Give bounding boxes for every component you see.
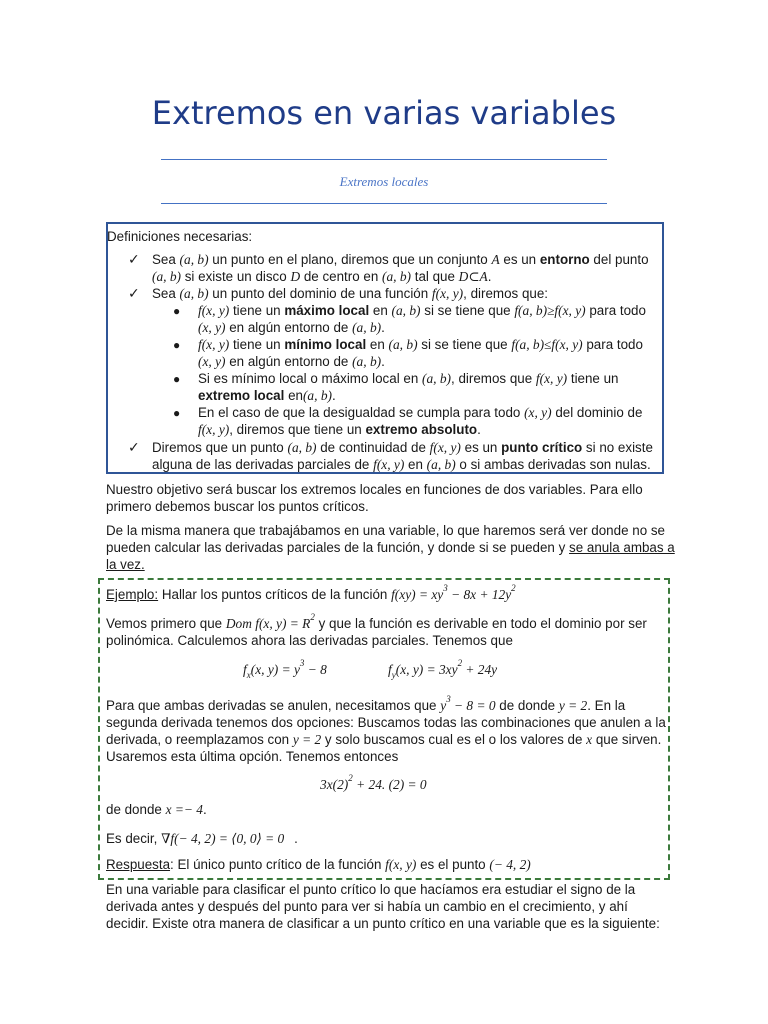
bullet-icon: ● bbox=[173, 406, 181, 420]
example-para-2-line-1: Para que ambas derivadas se anulen, necesitamos que $y^3 - 8 = 0$ de donde y = 2. En la bbox=[106, 694, 626, 713]
para-1-line-1: Nuestro objetivo será buscar los extremos locales en funciones de dos variables. Para ello bbox=[106, 482, 643, 497]
gradient-statement: Es decir, ∇f(− 4, 2) = ⟨0, 0⟩ = 0⃗. bbox=[106, 831, 298, 846]
example-statement: Ejemplo: Hallar los puntos críticos de la función $f(xy) = xy^3 - 8x + 12y^2$ bbox=[106, 583, 516, 602]
def-item-2: Sea (a, b) un punto del dominio de una función f(x, y), diremos que: bbox=[152, 286, 549, 301]
check-icon: ✓ bbox=[128, 285, 140, 301]
para-2-line-3: la vez. bbox=[106, 557, 145, 572]
solution-x: de donde x =− 4. bbox=[106, 802, 207, 817]
title-rule-bottom bbox=[161, 203, 607, 204]
check-icon: ✓ bbox=[128, 439, 140, 455]
bullet-1-line-1: f(x, y) tiene un máximo local en (a, b) si se tiene que f(a, b)≥f(x, y) para todo bbox=[198, 303, 646, 318]
partial-derivative-x: $f_x(x$, $y) = y^3 - 8$ bbox=[243, 658, 327, 680]
para-3-line-2: derivada antes y después del punto para ver si había un cambio en el crecimiento, y ahí bbox=[106, 899, 628, 914]
para-2-line-1: De la misma manera que trabajábamos en una variable, lo que haremos será ver donde no se bbox=[106, 523, 666, 538]
page-title: Extremos en varias variables bbox=[151, 94, 617, 132]
example-para-2-line-4: Usaremos esta última opción. Tenemos entonces bbox=[106, 749, 399, 764]
example-para-1-line-2: polinómica. Calculemos ahora las derivadas parciales. Tenemos que bbox=[106, 633, 513, 648]
bullet-4-line-2: f(x, y), diremos que tiene un extremo absoluto. bbox=[198, 422, 481, 437]
para-3-line-1: En una variable para clasificar el punto crítico lo que hacíamos era estudiar el signo de la bbox=[106, 882, 636, 897]
bullet-3-line-1: Si es mínimo local o máximo local en (a, b), diremos que f(x, y) tiene un bbox=[198, 371, 619, 386]
para-1-line-2: primero debemos buscar los puntos críticos. bbox=[106, 499, 369, 514]
partial-derivative-y: $f_y(x$, $y) = 3xy^2 + 24y$ bbox=[388, 658, 498, 680]
para-2-line-2: pueden calcular las derivadas parciales de la función, y donde si se pueden y se anula ambas a bbox=[106, 540, 675, 555]
bullet-icon: ● bbox=[173, 338, 181, 352]
example-para-1-line-1: Vemos primero que Dom f(x, $y) = R^2$ y que la función es derivable en todo el dominio por ser bbox=[106, 612, 647, 631]
definitions-heading: Definiciones necesarias: bbox=[107, 229, 253, 244]
bullet-3-line-2: extremo local en(a, b). bbox=[198, 388, 336, 403]
para-3-line-3: decidir. Existe otra manera de clasificar a un punto crítico en una variable que es la siguiente: bbox=[106, 916, 660, 931]
def-item-1-line-2: (a, b) si existe un disco D de centro en (a, b) tal que D⊂A. bbox=[152, 269, 492, 284]
def-item-1-line-1: Sea (a, b) un punto en el plano, diremos que un conjunto A es un entorno del punto bbox=[152, 252, 649, 267]
bullet-2-line-2: (x, y) en algún entorno de (a, b). bbox=[198, 354, 385, 369]
title-rule-top bbox=[161, 159, 607, 160]
bullet-1-line-2: (x, y) en algún entorno de (a, b). bbox=[198, 320, 385, 335]
bullet-4-line-1: En el caso de que la desigualdad se cumpla para todo (x, y) del dominio de bbox=[198, 405, 643, 420]
equation: $3x(2)^2 + 24$. (2) = 0 bbox=[320, 773, 427, 792]
def-item-3-line-1: Diremos que un punto (a, b) de continuidad de f(x, y) es un punto crítico si no existe bbox=[152, 440, 653, 455]
bullet-icon: ● bbox=[173, 372, 181, 386]
def-item-3-line-2: alguna de las derivadas parciales de f(x, y) en (a, b) o si ambas derivadas son nulas. bbox=[152, 457, 651, 472]
answer: Respuesta: El único punto crítico de la función f(x, y) es el punto (− 4, 2) bbox=[106, 857, 531, 872]
example-para-2-line-2: segunda derivada tenemos dos opciones: Buscamos todas las combinaciones que anulen a la bbox=[106, 715, 666, 730]
subtitle: Extremos locales bbox=[339, 174, 429, 189]
check-icon: ✓ bbox=[128, 251, 140, 267]
example-para-2-line-3: derivada, o reemplazamos con y = 2 y solo buscamos cual es el o los valores de x que sirven. bbox=[106, 732, 662, 747]
bullet-icon: ● bbox=[173, 304, 181, 318]
bullet-2-line-1: f(x, y) tiene un mínimo local en (a, b) si se tiene que f(a, b)≤f(x, y) para todo bbox=[198, 337, 643, 352]
